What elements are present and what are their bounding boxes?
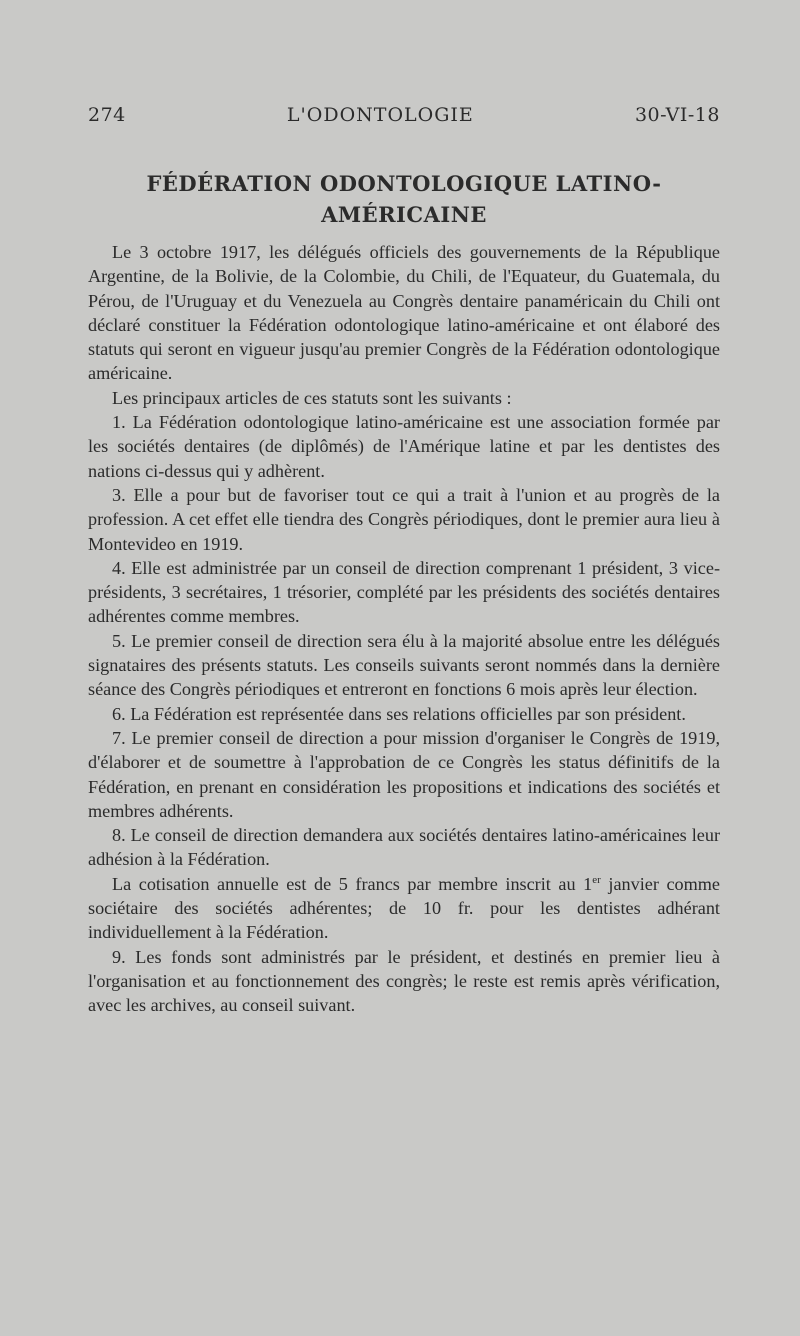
paragraph: 5. Le premier conseil de direction sera élu à la majorité absolue entre les délégués signataires des présents statuts. Les conseils suivants seront nommés dans la dernière séance des Congrès périodiques et entreront en fonctions 6 mois après leur élection.	[88, 630, 720, 700]
article-title	[88, 168, 720, 230]
paragraph: 6. La Fédération est représentée dans ses relations officielles par son président.	[112, 703, 686, 724]
ordinal-superscript: er	[592, 873, 601, 886]
running-header	[88, 104, 720, 126]
article-title-line-2: AMÉRICAINE	[321, 202, 487, 227]
paragraph: 4. Elle est administrée par un conseil de direction comprenant 1 président, 3 vice-présidents, 3 secrétaires, 1 trésorier, complété par les présidents des sociétés dentaires adhérentes comme membres.	[88, 557, 720, 627]
cotisation-text-end: janvier comme sociétaire des sociétés adhérentes; de 10 fr. pour les dentistes adhérant individuellement à la Fédération.	[88, 873, 720, 943]
paragraph: 3. Elle a pour but de favoriser tout ce qui a trait à l'union et au progrès de la profession. A cet effet elle tiendra des Congrès périodiques, dont le premier aura lieu à Montevideo en 1919.	[88, 484, 720, 554]
paragraph: 9. Les fonds sont administrés par le président, et destinés en premier lieu à l'organisation et au fonctionnement des congrès; le reste est remis après vérification, avec les archives, au conseil suivant.	[88, 946, 720, 1016]
issue-date: 30-VI-18	[634, 104, 720, 126]
paragraph: Le 3 octobre 1917, les délégués officiels des gouvernements de la République Argentine, de la Bolivie, de la Colombie, du Chili, de l'Equateur, du Guatemala, du Pérou, de l'Uruguay et du Venezuela au Congrès dentaire panaméricain du Chili ont déclaré constituer la Fédération odontologique latino-américaine et ont élaboré des statuts qui seront en vigueur jusqu'au premier Congrès de la Fédération odontologique américaine.	[88, 242, 720, 384]
page-number: 274	[88, 104, 126, 126]
paragraph: 1. La Fédération odontologique latino-américaine est une association formée par les sociétés dentaires (de diplômés) de l'Amérique latine et par les dentistes des nations ci-dessus qui y adhèrent.	[88, 412, 720, 481]
journal-title: L'ODONTOLOGIE	[286, 104, 474, 126]
cotisation-text-start: La cotisation annuelle est de 5 francs par membre inscrit au 1	[112, 873, 593, 894]
article-body	[88, 240, 720, 1018]
article-title-line-1: FÉDÉRATION ODONTOLOGIQUE LATINO-	[146, 171, 662, 196]
paragraph: 7. Le premier conseil de direction a pour mission d'organiser le Congrès de 1919, d'élaborer et de soumettre à l'approbation de ce Congrès les status définitifs de la Fédération, en prenant en considération les propositions et indications des sociétés et membres adhérents.	[88, 727, 720, 821]
cotisation-paragraph	[88, 872, 720, 945]
paragraph: Les principaux articles de ces statuts sont les suivants :	[112, 387, 512, 408]
paragraph: 8. Le conseil de direction demandera aux sociétés dentaires latino-américaines leur adhésion à la Fédération.	[88, 825, 720, 870]
